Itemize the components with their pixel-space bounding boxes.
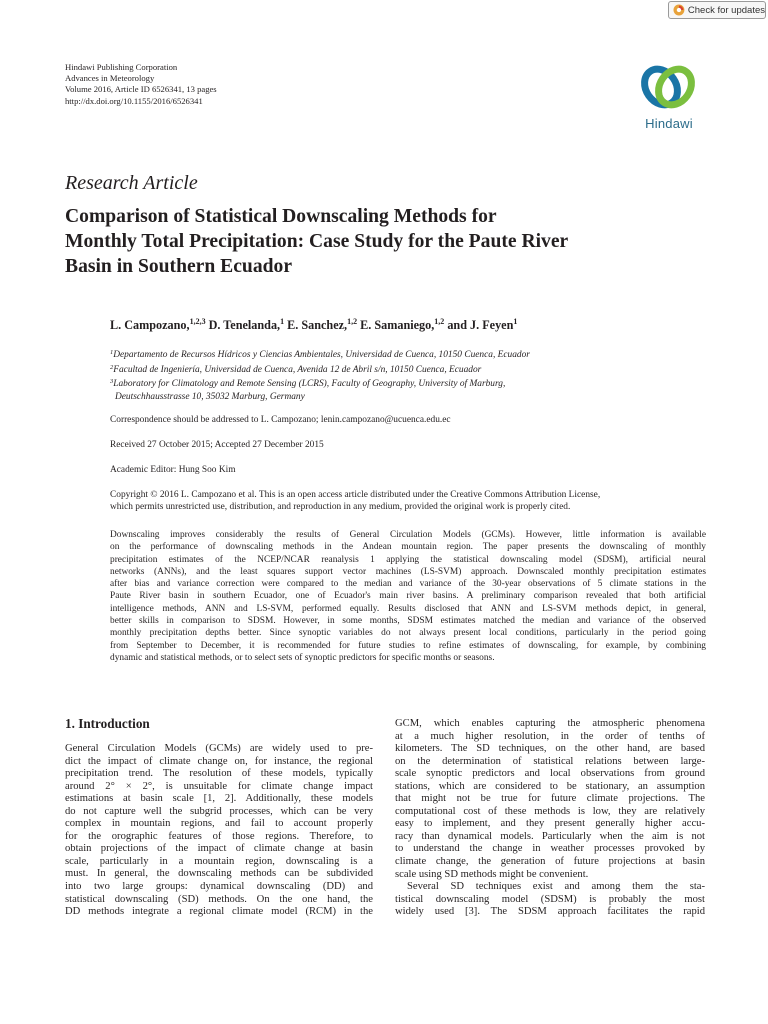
abstract-line: precipitation estimates of the NCEP/NCAR reanalysis 1 applying the statistical downscaling model (SDSM), artificial neural <box>110 554 706 565</box>
abstract-line: Downscaling improves considerably the results of General Circulation Models (GCMs). However, little information is available <box>110 530 706 540</box>
body-column-right <box>395 718 705 919</box>
body-line: complex in mountain regions, and fail to account properly <box>65 818 373 830</box>
check-updates-icon <box>673 4 685 16</box>
body-line: into two large groups: dynamical downscaling (DD) and <box>65 881 373 893</box>
affiliation-text: Facultad de Ingeniería, Universidad de Cuenca, Avenida 12 de Abril s/n, 10150 Cuenca, Ecuador <box>113 364 482 375</box>
affiliation-text: Departamento de Recursos Hídricos y Ciencias Ambientales, Universidad de Cuenca, 10150 Cuenca, Ecuador <box>113 350 530 360</box>
doi-link[interactable]: http://dx.doi.org/10.1155/2016/6526341 <box>65 95 203 106</box>
body-line: tistical downscaling model (SDSM) is probably the most <box>395 893 705 905</box>
abstract <box>110 529 706 664</box>
affiliation-number: 2 <box>110 363 114 371</box>
paper-title <box>65 204 705 279</box>
author-affil-sup: 1,2 <box>434 317 445 326</box>
body-line: obtain projections of the impact of climate change at basin <box>65 843 373 855</box>
body-line: Several SD techniques exist and among them the sta- <box>407 881 705 893</box>
author-name[interactable]: E. Samaniego, <box>357 318 435 332</box>
received-dates: Received 27 October 2015; Accepted 27 December 2015 <box>110 440 324 450</box>
volume-info: Volume 2016, Article ID 6526341, 13 pages <box>65 84 217 95</box>
title-line: Comparison of Statistical Downscaling Methods for <box>65 206 497 227</box>
body-column-left <box>65 743 373 919</box>
journal-info <box>65 62 217 107</box>
author-name[interactable]: and J. Feyen <box>444 318 514 332</box>
body-line: widely used [3]. The SDSM approach facilitates the rapid <box>395 906 705 918</box>
affiliation <box>110 362 530 377</box>
affiliation-text: Laboratory for Climatology and Remote Sensing (LCRS), Faculty of Geography, University of Marburg, <box>113 379 506 389</box>
title-line: Basin in Southern Ecuador <box>65 256 293 277</box>
copyright-line: which permits unrestricted use, distribution, and reproduction in any medium, provided the original work is properly cited. <box>110 502 571 513</box>
body-line: computational cost of these methods is low, they are relatively <box>395 805 705 817</box>
academic-editor: Academic Editor: Hung Soo Kim <box>110 465 236 475</box>
section-heading-introduction: 1. Introduction <box>65 716 150 731</box>
body-line: that might not be true for future climate projections. The <box>395 793 705 805</box>
body-line: kilometers. The SD techniques, on the other hand, are based <box>395 743 705 755</box>
affiliation-number: 3 <box>110 378 114 385</box>
body-line: scale using SD methods might be convenient. <box>395 868 589 880</box>
abstract-line: intelligence methods, ANN and LS-SVM, performed equally. Results disclosed that ANN and LS-SVM methods depict, in general, <box>110 603 706 614</box>
body-line: do not capture well the subgrid processes, which can be very <box>65 805 373 817</box>
copyright-line: Copyright © 2016 L. Campozano et al. This is an open access article distributed under the Creative Commons Attribution License, <box>110 490 601 500</box>
title-line: Monthly Total Precipitation: Case Study for the Paute River <box>65 231 569 252</box>
author-affil-sup: 1 <box>280 317 285 326</box>
author-affil-sup: 1,2,3 <box>189 317 206 326</box>
abstract-line: after bias and variance correction were compared to the median and variance of the 30-year observations of 5 climate stations in the <box>110 579 706 590</box>
correspondence: Correspondence should be addressed to L. Campozano; lenin.campozano@ucuenca.edu.ec <box>110 415 451 425</box>
author-affil-sup: 1,2 <box>347 317 358 326</box>
check-updates-label: Check for updates <box>687 4 765 16</box>
body-line: easy to implement, and they present generally higher accu- <box>395 818 705 830</box>
body-line: scale synoptic predictors and local observations from ground <box>395 768 705 780</box>
author-list <box>110 317 517 333</box>
affiliation-number: 1 <box>110 349 114 356</box>
body-line: General Circulation Models (GCMs) are widely used to pre- <box>65 743 373 754</box>
author-affil-sup: 1 <box>513 317 518 326</box>
author-name[interactable]: E. Sanchez, <box>284 318 348 332</box>
abstract-line: on the performance of downscaling methods in the Andean mountain region. The paper presents the downscaling of monthly <box>110 542 706 553</box>
body-line: climate change, the generation of future projections at basin <box>395 856 705 868</box>
check-for-updates-button[interactable] <box>668 1 766 19</box>
affiliation-text: Deutschhausstrasse 10, 35032 Marburg, Germany <box>115 391 305 402</box>
body-line: DD methods integrate a regional climate model (RCM) in the <box>65 906 373 918</box>
abstract-line: networks (ANNs), and the least squares support vector machines (LS-SVM) approach. Downscaled monthly precipitation estimates <box>110 566 706 577</box>
affiliations <box>110 347 530 403</box>
journal-name: Advances in Meteorology <box>65 73 155 84</box>
publisher: Hindawi Publishing Corporation <box>65 62 178 72</box>
author-name[interactable]: D. Tenelanda, <box>205 318 281 332</box>
affiliation <box>110 391 530 404</box>
body-line: scale, particularly in a mountain region, downscaling is a <box>65 855 373 867</box>
abstract-line: better skills in comparison to SDSM. However, in some months, SDSM estimates matched the median and variance of the observed <box>110 616 706 627</box>
body-line: at a much higher resolution, in the order of tenths of <box>395 730 705 742</box>
body-line: dict the impact of climate change on, for instance, the regional <box>65 755 373 767</box>
body-line: stations, which are considered to be stationary, an assumption <box>395 780 705 792</box>
body-line: estimations at basin scale [1, 2]. Additionally, these models <box>65 793 373 805</box>
body-line: precipitation trend. The resolution of these models, typically <box>65 768 373 780</box>
body-line: on the determination of statistical relations between large- <box>395 755 705 767</box>
copyright-notice <box>110 489 706 514</box>
body-line: must. In general, the downscaling methods can be subdivided <box>65 868 373 880</box>
abstract-line: Paute River basin in southern Ecuador, one of Ecuador's main river basins. A preliminary comparison revealed that both artificial <box>110 591 706 602</box>
abstract-line: from September to December, it is recommended for future studies to refine estimates of downscaling, for example, by combining <box>110 640 706 651</box>
affiliation <box>110 376 530 391</box>
body-line: to understand the change in weather processes provoked by <box>395 843 705 855</box>
article-type: Research Article <box>65 172 198 194</box>
body-line: GCM, which enables capturing the atmospheric phenomena <box>395 718 705 729</box>
abstract-line: monthly precipitation depths better. Since synoptic variables do not always present local conditions, particularly in the period going <box>110 628 706 639</box>
abstract-line: dynamic and statistical methods, or to select sets of synoptic predictors for specific months or seasons. <box>110 652 495 663</box>
body-line: racy than dynamical models. Particularly when the aim is not <box>395 830 705 842</box>
author-name[interactable]: L. Campozano, <box>110 318 190 332</box>
hindawi-wordmark: Hindawi <box>645 116 693 131</box>
body-line: for the orographic features of those regions. Therefore, to <box>65 830 373 842</box>
body-line: statistical downscaling (SD) methods. On the one hand, the <box>65 893 373 905</box>
body-line: around 2° × 2°, is unsuitable for climate change impact <box>65 780 373 792</box>
affiliation <box>110 347 530 362</box>
